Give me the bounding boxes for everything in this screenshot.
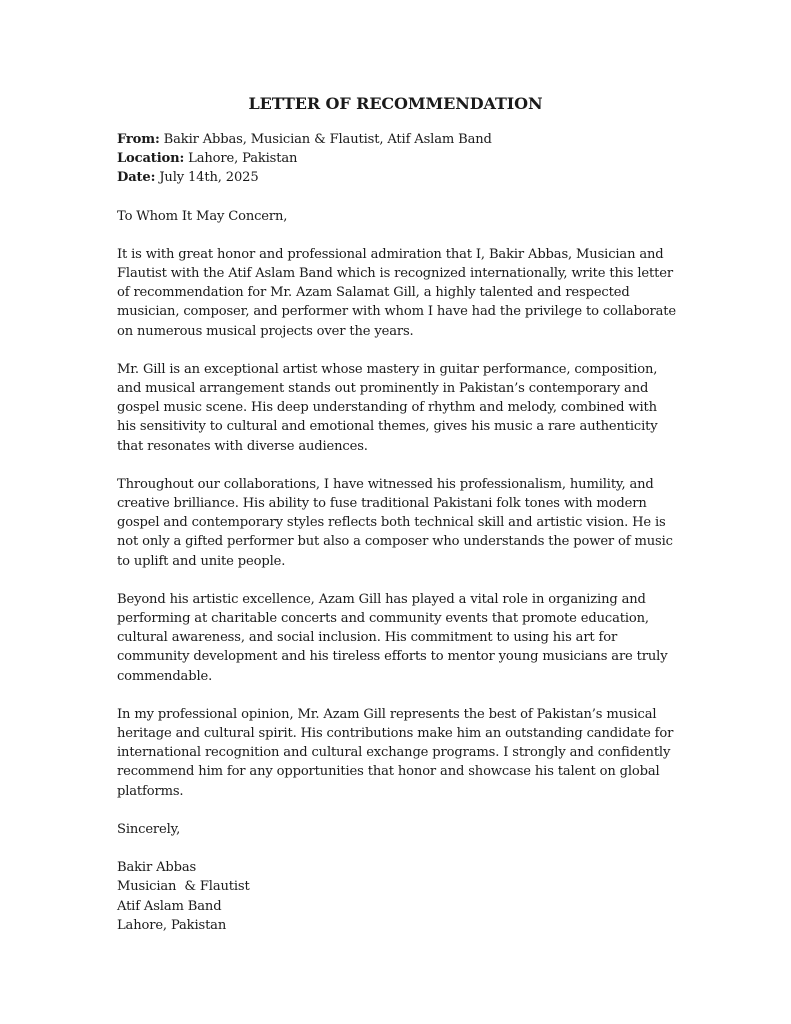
location-label: Location:: [117, 151, 185, 167]
paragraph: Mr. Gill is an exceptional artist whose mastery in guitar performance, composition, and musical arrangement stands out prominently in Pakistan’s contemporary and gospel music scene. His deep understanding of rhythm and melody, combined with his sensitivity to cultural and emotional themes, gives his music a rare authenticity that resonates with diverse audiences.: [117, 361, 658, 454]
date-line: [117, 168, 679, 187]
date-label: Date:: [117, 170, 156, 186]
from-line: [117, 130, 679, 149]
paragraph: Beyond his artistic excellence, Azam Gill has played a vital role in organizing and performing at charitable concerts and community events that promote education, cultural awareness, and social inclusion. His commitment to using his art for community development and his tireless efforts to mentor young musicians are truly commendable.: [117, 591, 668, 684]
salutation: To Whom It May Concern,: [117, 208, 288, 224]
location-line: [117, 149, 679, 168]
closing: Sincerely,: [117, 821, 181, 837]
location-value: Lahore, Pakistan: [184, 151, 298, 167]
from-value: Bakir Abbas, Musician & Flautist, Atif Aslam Band: [159, 132, 492, 147]
date-value: July 14th, 2025: [155, 170, 259, 186]
signature-block: [117, 858, 679, 935]
signature-name: Bakir Abbas: [117, 860, 197, 876]
signature-role: Musician & Flautist: [117, 879, 250, 895]
paragraph: Throughout our collaborations, I have witnessed his professionalism, humility, and creative brilliance. His ability to fuse traditional Pakistani folk tones with modern gospel and contemporary styles reflects both technical skill and artistic vision. He is not only a gifted performer but also a composer who understands the power of music to uplift and unite people.: [117, 476, 673, 569]
letter-title: LETTER OF RECOMMENDATION: [248, 94, 543, 113]
paragraph: In my professional opinion, Mr. Azam Gill represents the best of Pakistan’s musical heritage and cultural spirit. His contributions make him an outstanding candidate for international recognition and cultural exchange programs. I strongly and confidently recommend him for any opportunities that honor and showcase his talent on global platforms.: [117, 706, 674, 799]
signature-city: Lahore, Pakistan: [117, 917, 227, 933]
letter-body: [117, 130, 679, 935]
signature-band: Atif Aslam Band: [117, 898, 222, 914]
from-label: From:: [117, 132, 160, 147]
paragraph: It is with great honor and professional admiration that I, Bakir Abbas, Musician and Flautist with the Atif Aslam Band which is recognized internationally, write this letter of recommendation for Mr. Azam Salamat Gill, a highly talented and respected musician, composer, and performer with whom I have had the privilege to collaborate on numerous musical projects over the years.: [117, 246, 676, 339]
